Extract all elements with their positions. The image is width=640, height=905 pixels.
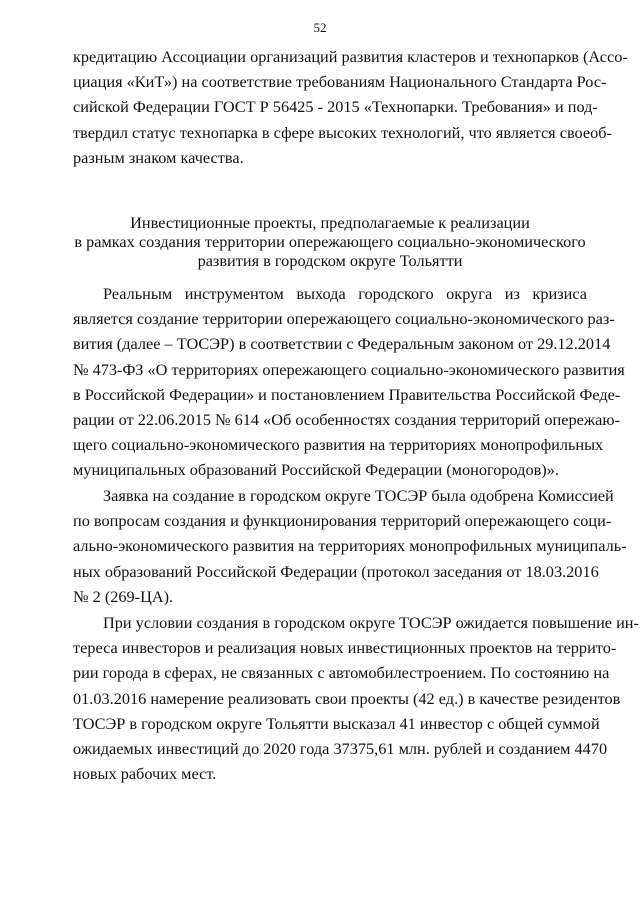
heading-line: в рамках создания территории опережающего социально-экономического [74,232,586,251]
paragraph-line: сийской Федерации ГОСТ Р 56425 - 2015 «Технопарки. Требования» и под- [73,97,598,117]
paragraph-line: ально-экономического развития на территориях монопрофильных муниципаль- [73,536,627,556]
paragraph-line: ных образований Российской Федерации (протокол заседания от 18.03.2016 [73,561,599,581]
heading-line: Инвестиционные проекты, предполагаемые к реализации [130,213,530,232]
page-number: 52 [313,20,327,35]
paragraph-line: При условии создания в городском округе ТОСЭР ожидается повышение ин- [103,613,639,632]
paragraph-line: в Российской Федерации» и постановлением Правительства Российской Феде- [73,384,621,404]
paragraph-line: кредитацию Ассоциации организаций развития кластеров и технопарков (Ассо- [73,47,628,66]
paragraph-3 [73,610,639,786]
paragraph-line: циация «КиТ») на соответствие требованиям Национального Стандарта Рос- [73,72,607,92]
paragraph-line: Реальным инструментом выхода городского округа из кризиса [103,284,587,303]
paragraph-line: ТОСЭР в городском округе Тольятти высказал 41 инвестор с общей суммой [73,713,600,733]
paragraph-1 [73,281,625,483]
paragraph-intro [73,44,628,170]
paragraph-line: твердил статус технопарка в сфере высоких технологий, что является своеоб- [73,122,612,142]
paragraph-line: № 2 (269-ЦА). [73,586,174,606]
paragraph-line: рации от 22.06.2015 № 614 «Об особенностях создания территорий опережаю- [73,410,620,430]
paragraph-line: щего социально-экономического развития на территориях монопрофильных [73,435,604,455]
paragraph-line: рии города в сферах, не связанных с автомобилестроением. По состоянию на [73,663,610,683]
paragraph-line: Заявка на создание в городском округе ТОСЭР была одобрена Комиссией [103,486,614,505]
paragraph-line: новых рабочих мест. [73,764,217,784]
paragraph-line: вития (далее – ТОСЭР) в соответствии с Федеральным законом от 29.12.2014 [73,334,611,354]
paragraph-line: по вопросам создания и функционирования территорий опережающего соци- [73,511,612,531]
paragraph-line: является создание территории опережающего социально-экономического раз- [73,309,615,329]
section-heading [73,213,587,270]
paragraph-line: 01.03.2016 намерение реализовать свои проекты (42 ед.) в качестве резидентов [73,688,621,708]
paragraph-line: ожидаемых инвестиций до 2020 года 37375,61 млн. рублей и созданием 4470 [73,739,608,759]
heading-line: развития в городском округе Тольятти [197,251,463,270]
paragraph-line: тереса инвесторов и реализация новых инвестиционных проектов на террито- [73,638,617,658]
paragraph-line: муниципальных образований Российской Федерации (моногородов)». [73,460,559,480]
paragraph-line: № 473-ФЗ «О территориях опережающего социально-экономического развития [73,359,625,379]
paragraph-line: разным знаком качества. [73,147,244,167]
paragraph-2 [73,483,627,609]
